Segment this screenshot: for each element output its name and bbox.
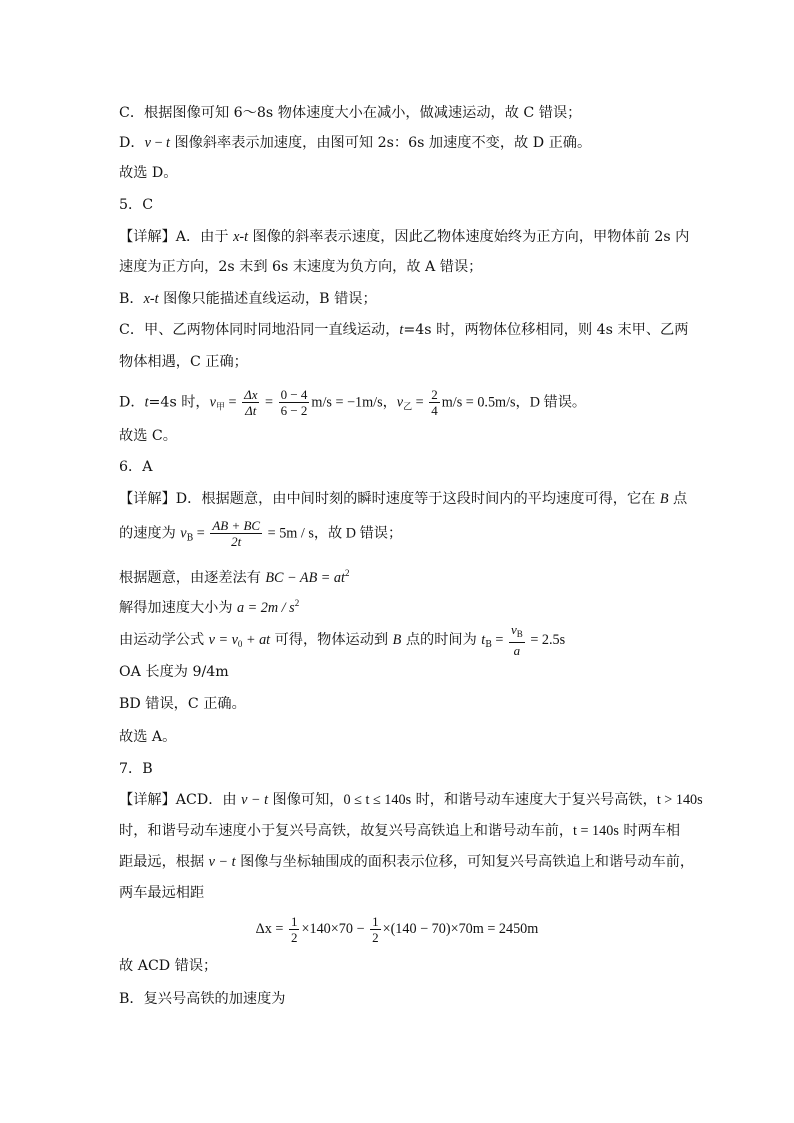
text-span: 时，和谐号动车速度大于复兴号高铁， <box>411 792 657 808</box>
math-text: = 2.5s <box>526 632 566 648</box>
text-line <box>119 133 734 153</box>
text-line: 两车最远相距 <box>119 885 205 901</box>
math-expression: t = 140s <box>573 823 619 839</box>
math-expression: ×(140 − 70)×70m = 2450m <box>382 921 539 937</box>
text-line: C．根据图像可知 6～8s 物体速度大小在减小，做减速运动，故 C 错误； <box>119 105 582 121</box>
text-span: 可得，物体运动到 <box>270 632 393 648</box>
text-line: 物体相遇，C 正确； <box>119 354 248 370</box>
text-line: B．复兴号高铁的加速度为 <box>119 991 286 1007</box>
text-line: 故选 D。 <box>119 165 178 181</box>
text-line: 故选 A。 <box>119 729 177 745</box>
math-subscript: B <box>516 629 523 639</box>
text-line: BD 错误，C 正确。 <box>119 696 246 712</box>
text-span: =4s 时， <box>148 394 210 411</box>
answer-heading: 7．B <box>119 761 153 777</box>
fraction-numerator: AB + BC <box>212 518 261 533</box>
math-expression: v − t <box>241 792 269 808</box>
fraction-numerator: Δx <box>244 387 258 402</box>
fraction-denominator: 6 − 2 <box>280 403 308 418</box>
fraction-denominator: Δt <box>245 403 257 418</box>
text-span: 时两车相 <box>618 823 681 839</box>
text-span: 时，和谐号动车速度小于复兴号高铁，故复兴号高铁追上和谐号动车前， <box>119 823 574 839</box>
text-span: 图像可知， <box>268 792 344 808</box>
math-expression: 0 ≤ t ≤ 140s <box>343 792 412 808</box>
math-subscript: B <box>186 533 194 544</box>
formula-line <box>119 622 734 660</box>
text-span: D． <box>119 135 145 151</box>
text-span: C．甲、乙两物体同时同地沿同一直线运动， <box>119 322 400 338</box>
math-operator: − <box>150 135 166 151</box>
fraction-numerator: 0 − 4 <box>280 387 308 402</box>
text-span: 图像只能描述直线运动，B 错误； <box>158 291 377 307</box>
text-line <box>119 289 734 309</box>
math-subscript: B <box>485 640 492 650</box>
math-expression: v = v <box>208 632 238 648</box>
fraction-denominator: 2 <box>372 929 379 945</box>
text-span: 【详解】D．根据题意，由中间时刻的瞬时速度等于这段时间内的平均速度可得，它在 <box>119 491 660 507</box>
text-line <box>119 593 734 618</box>
text-line: 速度为正方向，2s 末到 6s 末速度为负方向，故 A 错误； <box>119 259 483 275</box>
text-line: 故 ACD 错误； <box>119 958 218 974</box>
math-symbol: v <box>396 394 404 411</box>
text-span: 点 <box>668 491 688 507</box>
math-subscript: 甲 <box>215 402 225 413</box>
math-operator: = <box>412 394 428 411</box>
text-line <box>119 320 734 340</box>
text-span: 【详解】A．由于 <box>119 229 234 245</box>
math-symbol: v <box>180 525 187 542</box>
text-line <box>119 852 734 872</box>
math-symbol: x-t <box>143 291 159 307</box>
fraction-numerator: 1 <box>372 913 379 929</box>
text-span: 【详解】ACD．由 <box>119 792 242 808</box>
math-text: = 5m / s，故 D 错误； <box>264 525 403 542</box>
text-span: 距最远，根据 <box>119 854 209 870</box>
text-line <box>119 489 734 509</box>
math-symbol: v <box>209 394 216 411</box>
formula-line <box>119 387 734 423</box>
answer-heading: 5．C <box>119 197 154 213</box>
text-line: 故选 C。 <box>119 428 177 444</box>
fraction <box>289 914 300 945</box>
text-line <box>119 790 734 810</box>
math-text: m/s = −1m/s， <box>311 394 397 411</box>
text-line: OA 长度为 9/4m <box>119 664 229 680</box>
math-expression: + at <box>242 632 271 648</box>
text-span: 的速度为 <box>119 525 181 542</box>
math-symbol: x-t <box>233 229 249 245</box>
formula-display <box>0 912 794 946</box>
text-line <box>119 227 734 247</box>
math-symbol: t <box>481 632 486 648</box>
math-operator: = <box>224 394 241 411</box>
text-span: =4s 时，两物体位移相同，则 4s 末甲、乙两 <box>403 322 689 338</box>
math-expression: ×140×70 − <box>301 921 369 937</box>
text-span: 解得加速度大小为 <box>119 600 238 616</box>
math-superscript: 2 <box>344 568 350 578</box>
math-symbol: v <box>510 622 517 637</box>
fraction-numerator: 2 <box>431 387 438 402</box>
math-text: m/s = 0.5m/s，D 错误。 <box>441 394 587 411</box>
math-expression: t > 140s <box>656 792 703 808</box>
text-span: D． <box>119 394 145 411</box>
math-superscript: 2 <box>294 598 300 608</box>
math-operator: = <box>261 394 277 411</box>
fraction <box>509 622 525 658</box>
text-line <box>119 821 734 841</box>
math-symbol: B <box>659 491 669 507</box>
text-span: 图像斜率表示加速度，由图可知 2s：6s 加速度不变，故 D 正确。 <box>169 135 592 151</box>
math-symbol: B <box>392 632 402 648</box>
text-span: 根据题意，由逐差法有 <box>119 570 266 586</box>
math-symbol: t <box>399 322 404 338</box>
math-symbol: t <box>166 135 170 151</box>
math-expression: v − t <box>208 854 236 870</box>
fraction-denominator: 4 <box>431 403 438 418</box>
formula-line <box>119 518 734 554</box>
fraction <box>279 387 310 418</box>
text-span: 图像的斜率表示速度，因此乙物体速度始终为正方向，甲物体前 2s 内 <box>248 229 690 245</box>
fraction-denominator: 2 <box>290 929 298 945</box>
math-expression: BC − AB = at <box>265 570 345 586</box>
math-operator: = <box>491 632 507 648</box>
fraction-numerator <box>509 622 525 643</box>
math-operator: = <box>193 525 209 542</box>
fraction-numerator: 1 <box>290 913 298 929</box>
text-span: 点的时间为 <box>401 632 482 648</box>
math-subscript: 乙 <box>403 402 413 413</box>
math-symbol: v <box>144 135 151 151</box>
fraction <box>242 387 259 418</box>
math-subscript: 0 <box>237 639 243 649</box>
math-expression: Δx = <box>255 921 287 937</box>
fraction <box>429 387 440 418</box>
fraction <box>210 518 262 549</box>
text-span: 图像与坐标轴围成的面积表示位移，可知复兴号高铁追上和谐号动车前， <box>235 854 695 870</box>
text-span: 由运动学公式 <box>119 632 209 648</box>
fraction-denominator: 2t <box>231 534 242 549</box>
math-expression: a = 2m / s <box>237 600 295 616</box>
answer-heading: 6．A <box>119 459 153 475</box>
text-line <box>119 563 734 588</box>
math-symbol: t <box>144 394 149 411</box>
fraction <box>370 914 381 945</box>
fraction-denominator: a <box>513 643 521 658</box>
text-span: B． <box>119 291 144 307</box>
